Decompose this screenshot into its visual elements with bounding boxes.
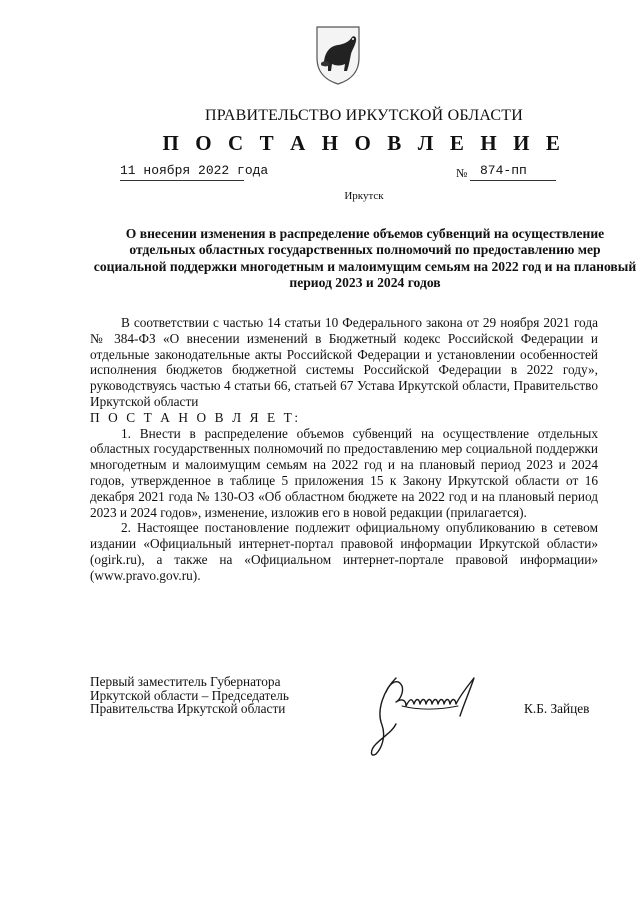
item-paragraph-1: 1. Внести в распределение объемов субвенций на осуществление отдельных областных государственных полномочий по предоставлению мер социальной поддержки многодетным и малоимущим семьям на 2022 год и на плановый период 2023 и 2024 годов, утвержденное в таблице 5 приложения 15 к Закону Иркутской области от 16 декабря 2021 года № 130-ОЗ «Об областном бюджете на 2022 год и на плановый период 2023 и 2024 годов», изменение, изложив его в новой редакции (прилагается). [90, 425, 598, 520]
date-underline [120, 180, 244, 181]
resolve-heading: П О С Т А Н О В Л Я Е Т: [90, 409, 301, 425]
signatory-name: К.Б. Зайцев [524, 701, 590, 716]
number-field [470, 163, 556, 183]
preamble-paragraph: В соответствии с частью 14 статьи 10 Федерального закона от 29 ноября 2021 года № 384-ФЗ «О внесении изменений в Бюджетный кодекс Российской Федерации и отдельные законодательные акты Российской Федерации и установлении особенностей исполнения бюджетов бюджетной системы Российской Федерации в 2022 году», руководствуясь частью 4 статьи 66, статьей 67 Устава Иркутской области, Правительство Иркутской области [90, 315, 598, 409]
document-date: 11 ноября 2022 года [120, 163, 269, 178]
item-paragraph-2: 2. Настоящее постановление подлежит официальному опубликованию в сетевом издании «Официальный интернет-портал правовой информации Иркутской области» (ogirk.ru), а также на «Официальном интернет-портале правовой информации» (www.pravo.gov.ru). [90, 520, 598, 583]
position-line: Правительства Иркутской области [90, 701, 286, 716]
number-underline [470, 180, 556, 181]
document-number: 874-пп [480, 163, 527, 178]
coat-of-arms-icon [314, 24, 362, 86]
document-type: П О С Т А Н О В Л Е Н И Е [162, 131, 566, 155]
number-sign: № [456, 166, 468, 180]
government-title: ПРАВИТЕЛЬСТВО ИРКУТСКОЙ ОБЛАСТИ [205, 107, 523, 124]
signatory-position [90, 675, 340, 716]
date-field [120, 163, 269, 183]
handwritten-signature [362, 670, 502, 760]
document-body [90, 315, 598, 584]
position-line: Иркутской области – Председатель [90, 687, 289, 703]
city: Иркутск [344, 190, 384, 202]
position-line: Первый заместитель Губернатора [90, 674, 281, 689]
document-subject: О внесении изменения в распределение объемов субвенций на осуществление отдельных областных государственных полномочий по предоставлению мер социальной поддержки многодетным и малоимущим семьям на 2022 год и на плановый период 2023 и 2024 годов [93, 226, 637, 290]
